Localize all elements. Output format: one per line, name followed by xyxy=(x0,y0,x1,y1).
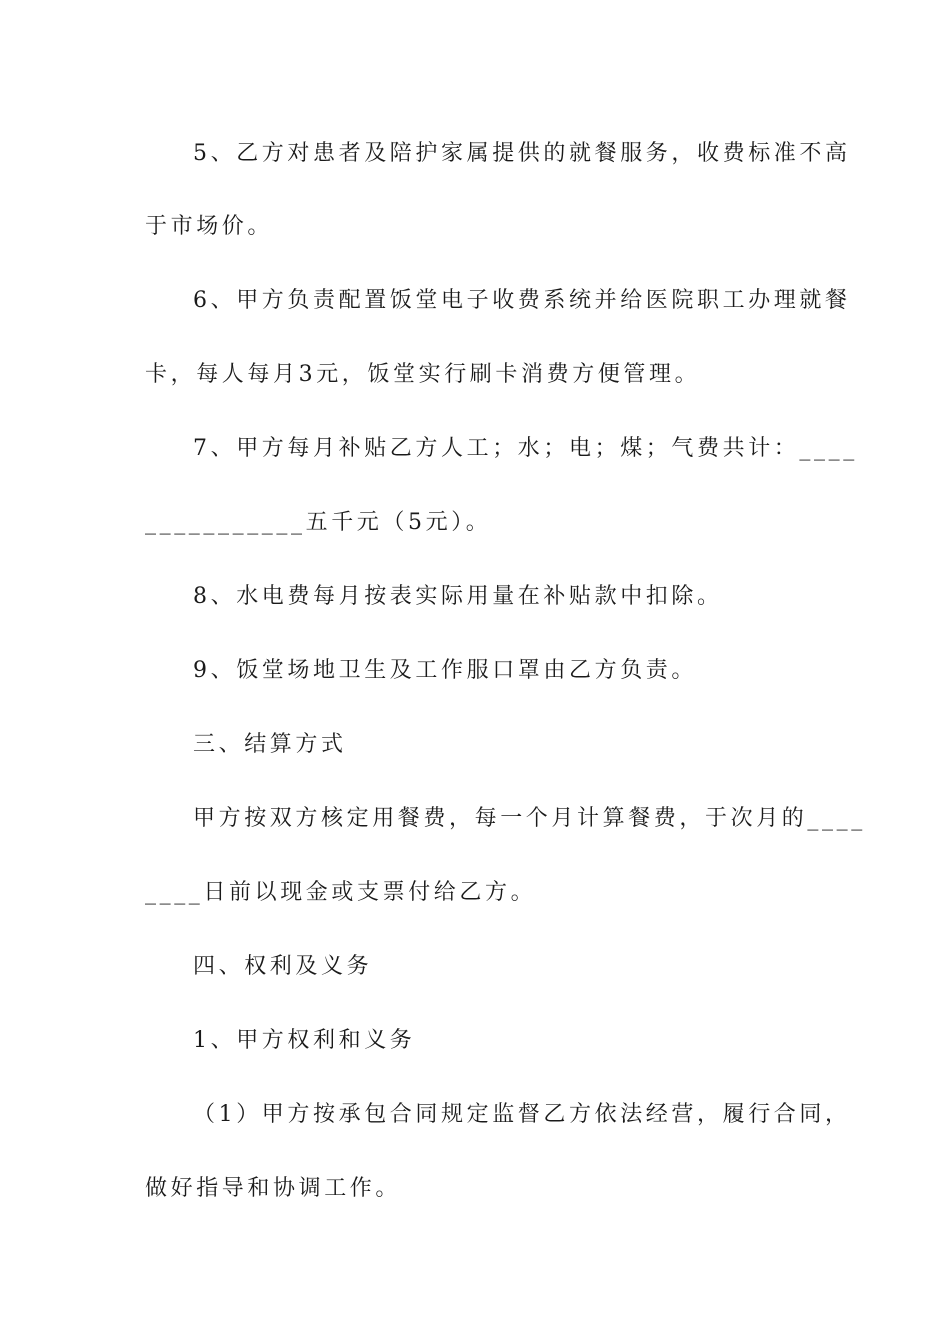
paragraph-line: 8、水电费每月按表实际用量在补贴款中扣除。 xyxy=(193,584,723,609)
paragraph-line: 7、甲方每月补贴乙方人工；水；电；煤；气费共计：____ xyxy=(193,436,858,461)
paragraph-line: （1）甲方按承包合同规定监督乙方依法经营，履行合同， xyxy=(193,1102,851,1127)
paragraph-line: 甲方按双方核定用餐费，每一个月计算餐费，于次月的____ xyxy=(193,806,866,831)
paragraph-line: 9、饭堂场地卫生及工作服口罩由乙方负责。 xyxy=(193,658,697,683)
section-heading: 四、权利及义务 xyxy=(193,954,373,979)
section-heading: 三、结算方式 xyxy=(193,732,347,757)
paragraph-line: ____日前以现金或支票付给乙方。 xyxy=(145,880,537,905)
subsection-heading: 1、甲方权利和义务 xyxy=(193,1028,416,1053)
paragraph-line: ___________五千元（5元）。 xyxy=(145,510,492,535)
paragraph-line: 5、乙方对患者及陪护家属提供的就餐服务，收费标准不高 xyxy=(193,141,851,166)
paragraph-line: 做好指导和协调工作。 xyxy=(145,1176,402,1201)
paragraph-line: 于市场价。 xyxy=(145,214,274,239)
paragraph-line: 卡，每人每月3元，饭堂实行刷卡消费方便管理。 xyxy=(145,362,701,387)
paragraph-line: 6、甲方负责配置饭堂电子收费系统并给医院职工办理就餐 xyxy=(193,288,851,313)
